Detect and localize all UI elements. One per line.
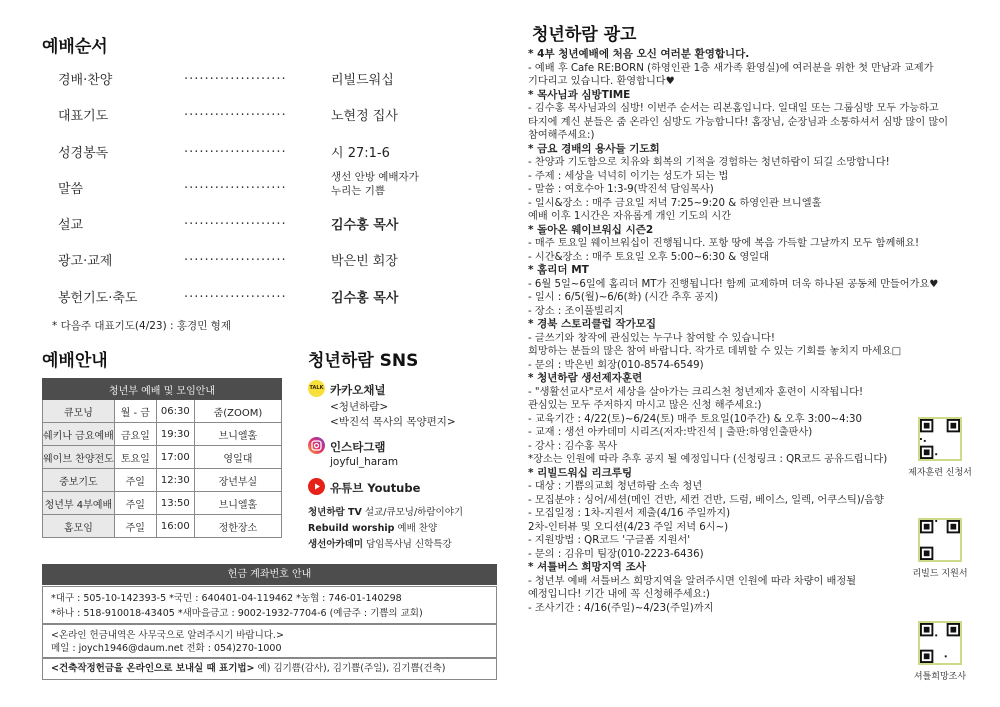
ad-heading: * 금요 경배의 용사들 기도회 [528,142,660,155]
leader-dots: .................... [184,249,287,264]
table-row [43,400,282,423]
order-item-name: 성경봉독 [58,146,109,161]
accounts-line: *대구 : 505-10-142393-5 *국민 : 640401-04-119462 *농협 : 746-01-140298 [51,593,402,604]
donation-build [42,658,497,680]
table-cell: 13:50 [156,492,194,515]
donation-online [42,624,497,658]
qr-label: 셔틀희망조사 [913,672,967,682]
order-item-value: 시 27:1-6 [331,146,390,161]
donation-accounts [42,586,497,624]
table-row [43,446,282,469]
qr-label: 제자훈련 신청서 [908,468,972,478]
schedule-table-header: 청년부 예배 및 모임안내 [43,379,282,400]
ad-line: 관심있는 모두 주저하지 마시고 많은 신청 해주세요:) [528,400,762,411]
leader-dots: .................... [184,104,287,119]
qr-pattern-icon [920,520,960,560]
ad-heading: * 셔틀버스 희망지역 조사 [528,561,646,573]
order-row [58,105,478,125]
build-example: 예) 김기쁨(감사), 김기쁨(주일), 김기쁨(건축) [254,663,446,674]
table-cell: 홈모임 [43,515,115,538]
channel-name: 생선아카데미 [308,539,364,550]
kakao-talk-icon: TALK [308,380,325,397]
table-cell: 중보기도 [43,469,115,492]
order-item-value: 김수홍 목사 [331,291,399,306]
ad-line: - "생활선교사"로서 세상을 살아가는 크리스천 청년제자 훈련이 시작됩니다! [528,386,864,398]
channel-desc: 담임목사님 신학특강 [363,539,452,550]
ad-line: - 장소 : 조이풀빌리지 [528,305,624,317]
table-cell: 17:00 [156,446,194,469]
order-item-value: 박은빈 회장 [331,254,398,269]
leader-dots: .................... [184,286,287,301]
sermon-title-line1: 생선 안방 예배자가 [331,171,419,183]
ad-line: - 강사 : 김수홍 목사 [528,440,617,452]
leader-dots: .................... [184,213,287,228]
table-cell: 큐모닝 [43,400,115,423]
table-cell: 정한장소 [194,515,281,538]
order-row [58,171,478,198]
ad-line: - 일시 : 6/5(월)~6/6(화) (시간 추후 공지) [528,292,719,303]
qr-code-shuttle[interactable] [918,621,962,665]
order-item-name: 광고·교제 [58,254,113,269]
order-row [58,214,478,234]
ad-heading: * 홈리더 MT [528,264,589,276]
table-row [43,469,282,492]
table-cell: 장년부실 [194,469,281,492]
ad-line: - 글쓰기와 창작에 관심있는 누구나 참여할 수 있습니다! [528,332,775,344]
table-cell: 월 - 금 [114,400,156,423]
order-row [58,69,478,89]
table-row [43,515,282,538]
table-cell: 토요일 [114,446,156,469]
channel-name: Rebuild worship [308,523,395,534]
guide-title: 예배안내 [42,351,108,371]
table-cell: 영일대 [194,446,281,469]
youtube-title: 유튜브 Youtube [330,481,421,495]
ad-line: - 조사기간 : 4/16(주일)~4/23(주일)까지 [528,602,714,614]
ad-line: *장소는 인원에 따라 추후 공지 될 예정입니다 (신청링크 : QR코드 공유드립니다) [528,454,888,465]
sermon-title [331,170,419,198]
table-row [43,492,282,515]
qr-label: 리빌드 지원서 [912,569,968,579]
youtube-icon [308,478,325,495]
ad-line: - 교재 : 생선 아카데미 시리즈(저자:박진석 | 출판:하영인출판사) [528,427,813,438]
order-item-name: 봉헌기도·축도 [58,291,138,306]
ad-line: 2차-인터뷰 및 오디션(4/23 주일 저녁 6시~) [528,521,729,533]
table-cell: 16:00 [156,515,194,538]
order-item-value: 김수홍 목사 [331,218,399,233]
channel-desc: 설교/큐모닝/하람이야기 [361,507,464,518]
ad-line: - 일시&장소 : 매주 금요일 저녁 7:25~9:20 & 하영인관 브니엘홀 [528,197,822,209]
ad-heading: * 청년하람 생선제자훈련 [528,372,643,384]
table-cell: 12:30 [156,469,194,492]
donation-header: 헌금 계좌번호 안내 [42,564,497,585]
instagram-handle[interactable]: joyful_haram [330,456,399,468]
ad-line: - 주제 : 세상을 넉넉히 이기는 성도가 되는 법 [528,170,729,182]
ad-line: - 매주 토요일 웨이브워십이 진행됩니다. 포항 땅에 복음 가득할 그날까지 모두 함께해요! [528,238,920,249]
next-prayer-note: * 다음주 대표기도(4/23) : 홍경민 형제 [52,320,231,332]
ad-line: - 찬양과 기도함으로 치유와 회복의 기적을 경험하는 청년하람이 되길 소망합니다! [528,157,890,168]
ad-line: - 김수홍 목사님과의 심방! 이번주 순서는 리본홈입니다. 일대일 또는 그룹심방 모두 가능하고 [528,103,939,114]
ad-line: - 6월 5일~6일에 홈리더 MT가 진행됩니다! 함께 교제하며 더욱 하나된 공동체 만들어가요♥ [528,278,939,290]
ad-line: - 시간&장소 : 매주 토요일 오후 5:00~6:30 & 영일대 [528,251,769,263]
table-cell: 쉐키나 금요예배 [43,423,115,446]
ad-line: - 모집일정 : 1차-지원서 제출(4/16 주일까지) [528,508,731,519]
ad-line: - 문의 : 박은빈 회장(010-8574-6549) [528,359,704,371]
table-cell: 19:30 [156,423,194,446]
leader-dots: .................... [184,177,287,192]
ad-line: - 모집분야 : 싱어/세션(메인 건반, 세컨 건반, 드럼, 베이스, 일렉, 어쿠스틱)/음향 [528,494,884,506]
ad-line: 희망하는 분들의 많은 참여 바랍니다. 작가로 데뷔할 수 있는 기회를 놓치지 마세요□ [528,346,902,357]
order-row [58,142,478,162]
ad-line: - 예배 후 Cafe RE:BORN (하영인관 1층 새가족 환영실)에 여러분을 위한 첫 만남과 교제가 [528,62,934,74]
ad-line: 예정입니다! 기간 내에 꼭 신청해주세요:) [528,589,710,600]
ad-line: - 청년부 예배 셔틀버스 희망지역을 알려주시면 인원에 따라 차량이 배정될 [528,575,857,587]
leader-dots: .................... [184,68,287,83]
ad-line: 타지에 계신 분들은 줌 온라인 심방도 가능합니다! 홈장님, 순장님과 소통하셔서 심방 많이 많이 [528,116,949,128]
instagram-icon [308,437,325,454]
qr-code-discipleship[interactable] [918,417,962,461]
order-item-value: 리빌드워십 [331,73,394,88]
ad-line: 예배 이후 1시간은 자유롭게 개인 기도의 시간 [528,211,732,222]
ad-line: - 대상 : 기쁨의교회 청년하람 소속 청년 [528,481,703,492]
table-cell: 청년부 4부예배 [43,492,115,515]
accounts-line: *하나 : 518-910018-43405 *새마을금고 : 9002-1932-7704-6 (예금주 : 기쁨의 교회) [51,608,423,619]
build-label: <건축작정헌금을 온라인으로 보내실 때 표기법> [51,663,255,674]
ad-line: 기다리고 있습니다. 환영합니다♥ [528,76,675,87]
order-item-name: 말씀 [58,182,84,197]
schedule-table [42,378,282,538]
ad-line: - 말씀 : 여호수아 1:3-9(박진석 담임목사) [528,184,714,195]
ad-heading: * 목사님과 심방TIME [528,88,631,101]
order-title: 예배순서 [42,37,108,57]
ad-line: - 문의 : 김유미 팀장(010-2223-6436) [528,548,704,560]
ad-line: 참여해주세요:) [528,130,595,141]
table-cell: 주일 [114,492,156,515]
order-item-value: 노현정 집사 [331,109,398,124]
table-cell: 브니엘홀 [194,423,281,446]
leader-dots: .................... [184,141,287,156]
table-cell: 주일 [114,469,156,492]
table-cell: 브니엘홀 [194,492,281,515]
sermon-title-line2: 누리는 기쁨 [331,185,386,197]
qr-code-rebuild[interactable] [918,518,962,562]
table-cell: 주일 [114,515,156,538]
order-item-name: 대표기도 [58,109,109,124]
online-contact: 메일 : joych1946@daum.net 전화 : 054)270-1000 [51,643,282,654]
order-row [58,250,478,270]
sns-title: 청년하람 SNS [308,351,419,371]
online-notice: <온라인 헌금내역은 사무국으로 알려주시기 바랍니다.> [51,630,284,641]
youtube-channel-line[interactable] [308,504,463,518]
table-row [43,423,282,446]
ad-line: - 지원방법 : QR코드 '구글폼 지원서' [528,535,691,546]
order-item-name: 경배·찬양 [58,73,113,88]
channel-desc: 예배 찬양 [394,523,438,534]
qr-pattern-icon [920,623,960,663]
table-cell: 06:30 [156,400,194,423]
channel-name: 청년하람 TV [308,507,362,518]
youtube-channel-line[interactable] [308,520,437,534]
ads-title: 청년하람 광고 [532,25,637,45]
order-item-name: 설교 [58,218,84,233]
instagram-title: 인스타그램 [330,440,386,454]
ad-line: - 교육기간 : 4/22(토)~6/24(토) 매주 토요일(10주간) & 오후 3:00~4:30 [528,413,862,425]
table-cell: 줌(ZOOM) [194,400,281,423]
qr-pattern-icon [920,419,960,459]
ad-heading: * 리빌드워십 리크루팅 [528,466,633,479]
kakao-channel-title: 카카오채널 [330,383,386,397]
table-cell: 웨이브 찬양전도 [43,446,115,469]
youtube-channel-line[interactable] [308,536,452,550]
order-row [58,287,478,307]
ad-heading: * 경북 스토리클럽 작가모집 [528,318,657,330]
ad-heading: * 돌아온 웨이브워십 시즌2 [528,223,654,236]
ad-heading: * 4부 청년예배에 처음 오신 여러분 환영합니다. [528,48,750,60]
kakao-channel-name[interactable]: <박진석 목사의 목양편지> [330,416,456,428]
kakao-channel-name[interactable]: <청년하람> [330,401,389,413]
table-cell: 금요일 [114,423,156,446]
